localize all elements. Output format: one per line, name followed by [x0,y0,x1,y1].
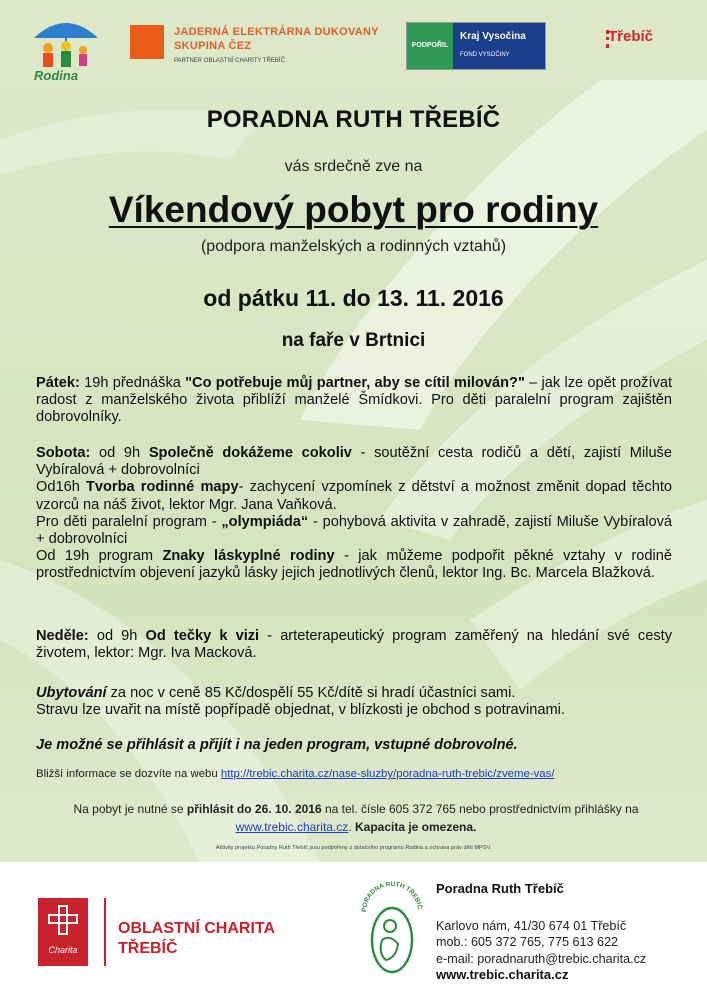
ruth-web[interactable]: www.trebic.charita.cz [436,967,569,982]
program-saturday [36,445,672,583]
saturday-desc2: - zachycení vzpomínek z dětství a možnost změnit dopad těchto vzorců na náš život, lektor Mgr. Jana Vaňková. [36,479,672,513]
registration-info [50,800,662,836]
vysocina-supported: PODPOŘIL [407,23,453,69]
more-info [36,768,555,780]
sunday-item: Od tečky k vizi [145,628,260,644]
sunday-time: od 9h [88,628,146,644]
ruth-logo-text: PORADNA RUTH TŘEBÍČ [360,880,423,913]
saturday-time1: od 9h [90,445,149,461]
charita-name-line1: OBLASTNÍ CHARITA [118,920,276,937]
vysocina-fund: FOND VYSOČINY [460,52,510,58]
accommodation-food: Stravu lze uvařit na místě popřípadě objednat, v blízkosti je obchod s potravinami. [36,702,565,719]
saturday-item2: Tvorba rodinné mapy [85,479,239,496]
fine-print: Aktivity projektu Poradny Ruth Třebíč jsou podpořeny z dotačního programu Rodina a ochrana práv dětí MPSV. [215,845,492,851]
event-title: Víkendový pobyt pro rodiny [108,189,599,230]
charita-cross-icon [48,905,78,935]
saturday-kids-intro: Pro děti paralelní program - [36,513,222,530]
event-subtitle: (podpora manželských a rodinných vztahů) [200,238,507,255]
charita-name-line2: TŘEBÍČ [118,940,178,957]
registration-t3: . [348,820,355,834]
saturday-item3: Znaky láskyplné rodiny [162,548,335,565]
invite-text: vás srdečně zve na [284,158,423,175]
program-friday [36,375,672,427]
accommodation-label: Ubytování [36,685,107,701]
program-sunday [36,628,672,662]
saturday-label: Sobota: [36,445,91,461]
event-place: na faře v Brtnici [281,330,426,351]
cez-logo-mark [130,25,164,59]
trebic-logo: Třebíč [608,28,654,45]
ruth-mobile: mob.: 605 372 765, 775 613 622 [436,935,619,950]
rodina-logo-text: Rodina [34,68,79,83]
program-note: Je možné se přihlásit a přijít i na jeden program, vstupné dobrovolné. [36,737,518,753]
registration-t2: na tel. čísle 605 372 765 nebo prostřednictvím přihlášky na [321,802,639,816]
ruth-title: Poradna Ruth Třebíč [436,881,564,896]
ruth-logo [360,878,424,978]
more-info-text: Bližší informace se dozvíte na webu [36,768,221,780]
saturday-kids-item: „olympiáda“ [221,513,309,530]
charita-logo-text: Charita [48,945,78,955]
saturday-desc3: - jak můžeme podpořit pěkné vztahy v rodině prostřednictvím objevení jazyků lásky jejich jednotlivých členů, lektor Ing. Bc. Marcela Blažková. [36,548,672,582]
cez-logo-line1: JADERNÁ ELEKTRÁRNA DUKOVANY [174,26,379,38]
more-info-link[interactable]: http://trebic.charita.cz/nase-sluzby/poradna-ruth-trebic/zveme-vas/ [220,768,555,780]
charita-divider [104,898,106,966]
ruth-address: Karlovo nám, 41/30 674 01 Třebíč [436,919,627,933]
cez-logo-line2: SKUPINA ČEZ [174,40,252,52]
sunday-desc: - arteterapeutický program zaměřený na hledání své cesty životem, lektor: Mgr. Iva Macková. [36,628,672,662]
registration-t1: Na pobyt je nutné se [73,802,187,816]
saturday-desc1: - soutěžní cesta rodičů a dětí, zajistí Miluše Vybíralová + dobrovolníci [36,445,672,479]
friday-talk: "Co potřebuje můj partner, aby se cítil milován?" [185,375,525,391]
saturday-kids-desc: - pohybová aktivita v zahradě, zajistí Miluše Vybíralová + dobrovolníci [36,513,673,548]
vysocina-name: Kraj Vysočina [460,31,526,42]
registration-link[interactable]: www.trebic.charita.cz [235,820,349,834]
vysocina-blue-panel [453,23,545,69]
saturday-time3: Od 19h program [36,548,163,565]
friday-label: Pátek: [36,375,80,391]
friday-time: 19h přednáška [79,375,186,391]
accommodation-price: za noc v ceně 85 Kč/dospělí 55 Kč/dítě si hradí účastníci sami. [106,685,516,701]
accommodation-info [36,685,672,719]
friday-desc: – jak lze opět prožívat radost z manželského života přiblíží manželé Šmídkovi. Pro děti paralelní program zajištěn dobrovolníky. [36,375,672,426]
event-dates: od pátku 11. do 13. 11. 2016 [203,285,504,311]
ruth-contact [436,918,646,967]
sunday-label: Neděle: [36,628,89,644]
cez-logo-partner: PARTNER OBLASTNÍ CHARITY TŘEBÍČ [174,58,285,64]
saturday-item1: Společně dokážeme cokoliv [148,445,352,461]
organization-heading: PORADNA RUTH TŘEBÍČ [206,106,501,133]
registration-deadline: přihlásit do 26. 10. 2016 [186,802,322,816]
ruth-email[interactable]: e-mail: poradnaruth@trebic.charita.cz [436,951,647,966]
registration-capacity: Kapacita je omezena. [354,820,477,834]
saturday-time2: Od16h [36,479,86,496]
